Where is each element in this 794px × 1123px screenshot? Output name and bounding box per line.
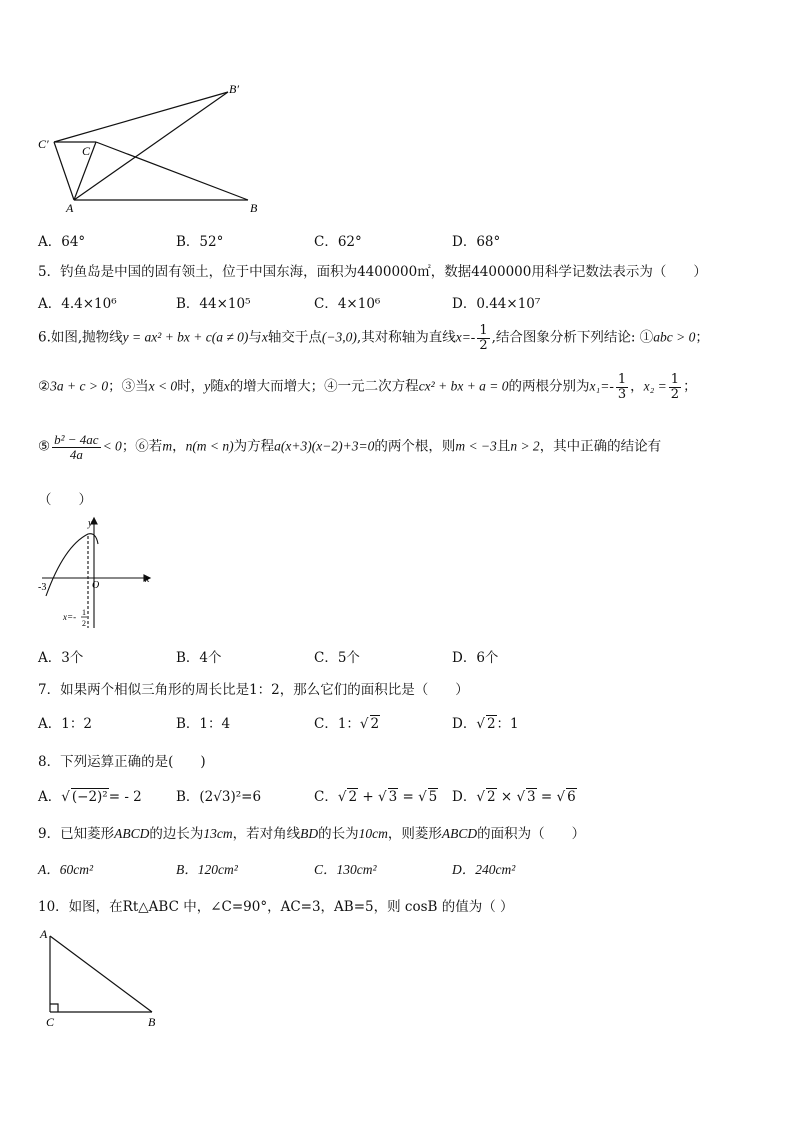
q7-d-label: D． bbox=[452, 716, 477, 732]
q6-text: 且 bbox=[496, 438, 511, 455]
q6-text: ② bbox=[38, 378, 51, 395]
q7-option-a[interactable]: A．1：2 bbox=[38, 716, 92, 732]
q6-expr: x < 0 bbox=[148, 378, 178, 394]
q6-text: 的两根分别为 bbox=[508, 378, 590, 395]
q7-option-c[interactable]: C．1：√ 2 bbox=[314, 716, 380, 732]
q8-a-label: A． bbox=[38, 789, 62, 805]
q7-c-label: C．1： bbox=[314, 716, 360, 732]
frac-num: b² − 4ac bbox=[54, 432, 99, 447]
q6-half-fraction bbox=[477, 324, 489, 352]
q7-option-b[interactable]: B．1：4 bbox=[176, 716, 231, 732]
q9-stem bbox=[38, 822, 585, 842]
q8-d-label: D． bbox=[452, 789, 477, 805]
q6-expr: 3a + c > 0 bbox=[50, 378, 109, 394]
frac-den: 4a bbox=[69, 446, 83, 462]
q5-option-a[interactable]: A．4.4×10⁶ bbox=[38, 296, 117, 312]
q6-text: ；③当 bbox=[108, 378, 149, 395]
q6-half-fraction bbox=[669, 373, 681, 401]
q6-text: 轴交于点 bbox=[267, 329, 322, 346]
q4-option-b[interactable]: B．52° bbox=[176, 234, 224, 250]
q6-var: x bbox=[223, 378, 230, 394]
q5-option-c[interactable]: C．4×10⁶ bbox=[314, 296, 381, 312]
q6-option-b[interactable]: B．4个 bbox=[176, 650, 222, 666]
q6-option-a[interactable]: A．3个 bbox=[38, 650, 84, 666]
label-c-prime: C′ bbox=[38, 137, 49, 151]
frac-den: 2 bbox=[670, 386, 680, 402]
q8-a-tail: = - 2 bbox=[108, 789, 142, 805]
q5-stem: 5．钓鱼岛是中国的固有领土，位于中国东海，面积为4400000㎡，数据4400000用科学记数法表示为（ ） bbox=[38, 264, 707, 280]
right-triangle-figure bbox=[36, 924, 166, 1034]
q8-radicand: 2 bbox=[486, 789, 496, 805]
q9-len: 10cm bbox=[358, 826, 388, 841]
q6-abc: abc > 0 bbox=[653, 329, 696, 345]
q9-text: 的边长为 bbox=[149, 826, 204, 842]
label-c: C bbox=[46, 1015, 55, 1029]
q7-stem: 7．如果两个相似三角形的周长比是1：2，那么它们的面积比是（ ） bbox=[38, 682, 469, 698]
q8-c-label: C． bbox=[314, 789, 338, 805]
frac-den: 2 bbox=[479, 337, 488, 353]
q6-text: 的两个根，则 bbox=[374, 438, 456, 455]
triangle-rotation-figure bbox=[36, 80, 276, 220]
label-b: B bbox=[250, 201, 258, 215]
q6-option-d[interactable]: D．6个 bbox=[452, 650, 499, 666]
q6-quadratic: cx² + bx + a = 0 bbox=[418, 378, 509, 394]
q6-root2: x₂ = bbox=[643, 378, 667, 394]
q6-stem-line2 bbox=[38, 373, 697, 401]
q6-stem-line3 bbox=[38, 433, 661, 461]
frac-num: 1 bbox=[479, 323, 488, 338]
q6-point: (−3,0) bbox=[321, 329, 357, 345]
q7-d-tail: ：1 bbox=[496, 716, 519, 732]
fig-neg3-label: -3 bbox=[38, 582, 47, 593]
q6-stem-line1 bbox=[38, 324, 709, 352]
q6-text: ； bbox=[683, 378, 697, 395]
label-a: A bbox=[66, 201, 74, 215]
q6-answer-paren: （ ） bbox=[38, 492, 92, 508]
q10-stem: 10．如图，在Rt△ABC 中，∠C=90°，AC=3，AB=5，则 cosB 的值为（ ） bbox=[38, 899, 514, 915]
q6-third-fraction bbox=[616, 373, 628, 401]
q7-option-d[interactable]: D．√ 2：1 bbox=[452, 716, 519, 732]
q8-radicand: 6 bbox=[567, 789, 576, 805]
q6-text: ,结合图象分析下列结论: ① bbox=[491, 329, 654, 346]
q4-option-a[interactable]: A．64° bbox=[38, 234, 86, 250]
q6-option-c[interactable]: C．5个 bbox=[314, 650, 360, 666]
q5-option-b[interactable]: B．44×10⁵ bbox=[176, 296, 251, 312]
q9-bd: BD bbox=[300, 826, 319, 841]
fig-axis-den: 2 bbox=[82, 619, 86, 628]
q6-text: 的增大而增大；④一元二次方程 bbox=[229, 378, 419, 395]
q6-text: ； bbox=[695, 329, 709, 346]
q8-radicand: 2 bbox=[348, 789, 358, 805]
q5-option-d[interactable]: D．0.44×10⁷ bbox=[452, 296, 541, 312]
q9-option-a[interactable]: A．60cm² bbox=[38, 862, 94, 877]
q6-var: m bbox=[162, 438, 173, 454]
q8-option-c[interactable]: C．√ 2 + √ 3 = √ 5 bbox=[314, 789, 438, 805]
parabola-figure bbox=[36, 516, 156, 634]
q8-option-a[interactable]: A．√ (−2)²= - 2 bbox=[38, 789, 142, 805]
q9-text: 的长为 bbox=[318, 826, 359, 842]
q6-root1: x₁=- bbox=[589, 378, 614, 394]
q6-text: 为方程 bbox=[233, 438, 275, 455]
q6-text: ,其对称轴为直线 bbox=[356, 329, 456, 346]
label-a: A bbox=[40, 927, 48, 941]
q6-equation: a(x+3)(x−2)+3=0 bbox=[274, 438, 375, 454]
q8-radicand: 3 bbox=[388, 789, 398, 805]
q6-text: 时， bbox=[177, 378, 205, 395]
q8-radicand: 3 bbox=[527, 789, 536, 805]
q6-text: ，其中正确的结论有 bbox=[539, 438, 662, 455]
q6-expr: n > 2 bbox=[510, 438, 540, 454]
fig-x-label: x bbox=[145, 574, 150, 585]
q8-option-d[interactable]: D．√ 2 × √ 3 = √ 6 bbox=[452, 789, 576, 805]
q6-text: ⑤ bbox=[38, 438, 51, 455]
fig-origin-label: O bbox=[92, 580, 100, 591]
q6-text: ， bbox=[172, 438, 186, 455]
q8-a-radicand: (−2)² bbox=[71, 789, 108, 805]
q6-axis-x: x=- bbox=[455, 329, 476, 345]
q6-text: 6.如图,抛物线 bbox=[38, 329, 123, 346]
q6-text: ；⑥若 bbox=[121, 438, 163, 455]
q9-abcd: ABCD bbox=[114, 826, 150, 841]
q9-text: ，若对角线 bbox=[232, 826, 301, 842]
fig-axis-label: x=- bbox=[63, 612, 77, 622]
q9-option-b[interactable]: B．120cm² bbox=[176, 862, 238, 877]
q6-disc-fraction bbox=[52, 433, 100, 461]
q8-stem: 8．下列运算正确的是( ) bbox=[38, 754, 206, 770]
q8-option-b[interactable]: B．(2√3)²=6 bbox=[176, 789, 262, 805]
q6-expr: n(m < n) bbox=[185, 438, 234, 454]
q8-radicand: 5 bbox=[428, 789, 438, 805]
q6-var: y bbox=[204, 378, 211, 394]
label-c: C bbox=[82, 144, 91, 158]
frac-num: 1 bbox=[670, 372, 680, 387]
q6-text: 与 bbox=[248, 329, 262, 346]
q9-text: 的面积为（ ） bbox=[477, 826, 586, 842]
q9-option-d[interactable]: D．240cm² bbox=[452, 862, 516, 877]
q6-parabola-eq: y = ax² + bx + c(a ≠ 0) bbox=[122, 329, 249, 345]
fig-axis-num: 1 bbox=[82, 608, 86, 617]
q9-abcd: ABCD bbox=[441, 826, 478, 841]
q6-expr: m < −3 bbox=[455, 438, 497, 454]
q7-d-radicand: 2 bbox=[486, 716, 496, 732]
q6-text: 随 bbox=[210, 378, 224, 395]
q4-option-c[interactable]: C．62° bbox=[314, 234, 362, 250]
q6-text: ， bbox=[630, 378, 644, 395]
label-b-prime: B′ bbox=[229, 82, 239, 96]
q7-c-radicand: 2 bbox=[370, 716, 380, 732]
fig-y-label: y bbox=[88, 518, 93, 529]
frac-num: 1 bbox=[617, 372, 627, 387]
q6-var: x bbox=[261, 329, 268, 345]
q9-option-c[interactable]: C．130cm² bbox=[314, 862, 377, 877]
q6-expr: < 0 bbox=[102, 438, 122, 454]
q9-len: 13cm bbox=[203, 826, 233, 841]
q9-text: ，则菱形 bbox=[387, 826, 442, 842]
q4-option-d[interactable]: D．68° bbox=[452, 234, 501, 250]
frac-den: 3 bbox=[617, 386, 627, 402]
q9-text: 9．已知菱形 bbox=[38, 826, 115, 842]
label-b: B bbox=[148, 1015, 156, 1029]
